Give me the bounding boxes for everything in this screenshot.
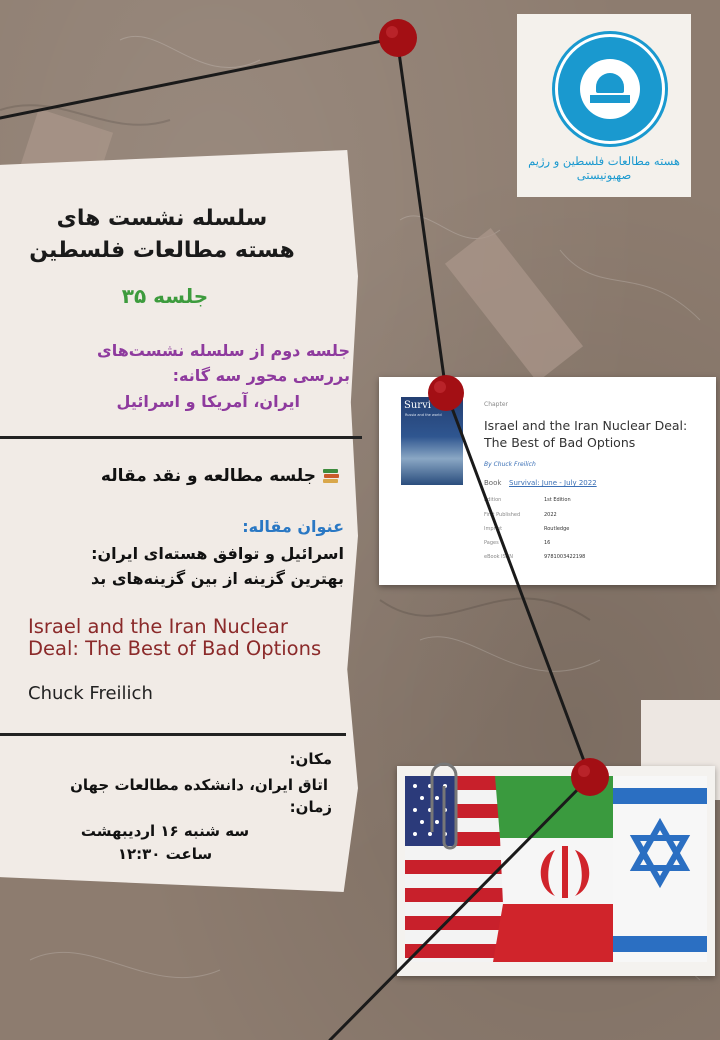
book-label: Book [484, 479, 502, 487]
time-value: ساعت ۱۲:۳۰ [117, 845, 213, 863]
article-fa-line2: بهترین گزینه از بین گزینه‌های بد [91, 569, 344, 588]
session-number: جلسه ۳۵ [121, 284, 209, 308]
logo-caption: هسته مطالعات فلسطین و رژیم صهیونیستی [528, 154, 680, 182]
article-author: Chuck Freilich [28, 683, 153, 704]
book-cover-title: Survi [404, 400, 431, 411]
article-en-line2: Deal: The Best of Bad Options [28, 637, 322, 660]
meta-label: Pages [484, 540, 499, 546]
reading-heading-text: جلسه مطالعه و نقد مقاله [100, 466, 316, 486]
chapter-label: Chapter [484, 401, 508, 408]
meta-value: 1st Edition [544, 497, 571, 503]
intro-line3: ایران، آمریکا و اسرائیل [116, 392, 300, 411]
series-title-line2: هسته مطالعات فلسطین [29, 238, 295, 263]
article-card-title: Israel and the Iran Nuclear Deal: The Best of Bad Options [484, 418, 688, 450]
book-link[interactable]: Survival: June - July 2022 [509, 479, 597, 487]
push-pin-icon [571, 758, 609, 796]
meta-value: 9781003422198 [544, 554, 586, 560]
article-en-line1: Israel and the Iran Nuclear [28, 615, 288, 638]
article-card-author: By Chuck Freilich [484, 461, 536, 468]
place-value: اتاق ایران، دانشکده مطالعات جهان [70, 776, 328, 794]
meta-label: eBook ISBN [484, 554, 513, 560]
meta-value: 16 [544, 540, 551, 546]
push-pin-icon [428, 375, 464, 411]
series-title-line1: سلسله نشست های [56, 206, 268, 231]
intro-line1: جلسه دوم از سلسله نشست‌های [97, 341, 350, 360]
date-value: سه شنبه ۱۶ اردیبهشت [80, 822, 250, 840]
article-label: عنوان مقاله: [242, 517, 344, 536]
place-label: مکان: [289, 750, 332, 768]
meta-value: 2022 [544, 512, 557, 518]
article-fa-line1: اسرائیل و توافق هسته‌ای ایران: [91, 544, 344, 563]
intro-line2: بررسی محور سه گانه: [172, 366, 350, 385]
meta-value: Routledge [544, 526, 570, 532]
book-cover-subtitle: Russia and the world [405, 413, 442, 417]
paper-clip-icon [432, 764, 456, 848]
time-label: زمان: [289, 798, 332, 816]
meta-label: Imprint [484, 526, 503, 532]
push-pin-icon [379, 19, 417, 57]
meta-label: Edition [484, 497, 502, 503]
meta-label: First Published [484, 512, 521, 518]
